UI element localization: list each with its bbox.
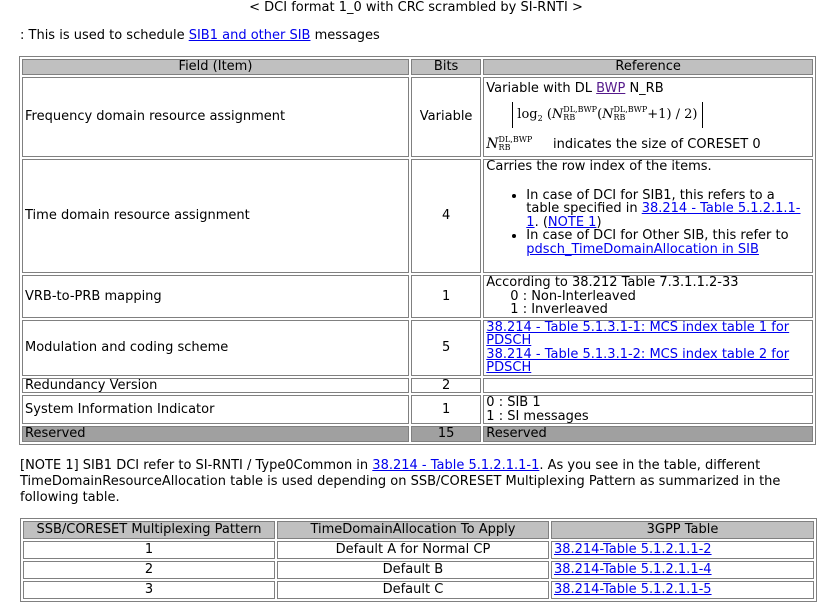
formula-log-base: 2 bbox=[537, 113, 543, 123]
3gpp-table-link[interactable]: 38.214-Table 5.1.2.1.1-2 bbox=[553, 542, 712, 558]
note1-link[interactable]: NOTE 1 bbox=[547, 214, 597, 230]
table-row bbox=[23, 561, 814, 579]
reference-cell bbox=[483, 320, 813, 376]
pattern-cell: 2 bbox=[23, 561, 275, 579]
3gpp-table-link[interactable]: 38.214-Table 5.1.2.1.1-5 bbox=[553, 582, 712, 598]
formula-n: N bbox=[551, 106, 564, 122]
table-row-sii bbox=[22, 395, 813, 424]
bits-cell: 2 bbox=[411, 378, 481, 394]
reference-cell bbox=[483, 275, 813, 318]
table-row-vrb bbox=[22, 275, 813, 318]
ref-line: 0 : SIB 1 bbox=[486, 395, 541, 410]
ref-intro: Carries the row index of the items. bbox=[486, 159, 712, 174]
ceil-bracket: $\log_2 (NDL,BWP$ RB (NDL,BWP RB +1) / 2) bbox=[512, 102, 702, 128]
ref-text: Variable with DL bbox=[486, 81, 597, 97]
header-field: Field (Item) bbox=[22, 59, 409, 75]
field-cell: VRB-to-PRB mapping bbox=[22, 275, 409, 318]
header-reference: Reference bbox=[483, 59, 813, 75]
table-row-mcs bbox=[22, 320, 813, 376]
note-suffix: . As you see in the table, different TimeDomainResourceAllocation table is used depending on SSB/CORESET Multiplexing Pattern as summarized in the following table. bbox=[20, 458, 781, 505]
header-row bbox=[23, 521, 814, 539]
alloc-cell: Default B bbox=[277, 561, 549, 579]
table-row-reserved bbox=[22, 426, 813, 442]
3gpp-table-link[interactable]: 38.214-Table 5.1.2.1.1-4 bbox=[553, 562, 712, 578]
nrb-sup: DL,BWP bbox=[498, 134, 533, 144]
ref-line: 0 : Non-Interleaved bbox=[510, 288, 636, 304]
reference-cell bbox=[483, 395, 813, 424]
table-row-rv bbox=[22, 378, 813, 394]
nrb-symbol: N bbox=[486, 135, 499, 152]
mcs-table1-link[interactable]: 38.214 - Table 5.1.3.1-1: MCS index table 1 for PDSCH bbox=[486, 319, 790, 348]
ref-text: N_RB bbox=[625, 81, 664, 97]
time-bullets bbox=[486, 189, 810, 257]
field-cell: System Information Indicator bbox=[22, 395, 409, 424]
mcs-table2-link[interactable]: 38.214 - Table 5.1.3.1-2: MCS index table 2 for PDSCH bbox=[486, 346, 790, 375]
table-5-1-2-1-1-1-link[interactable]: 38.214 - Table 5.1.2.1.1-1 bbox=[526, 201, 801, 230]
table-cell bbox=[551, 561, 814, 579]
riv-formula bbox=[486, 96, 810, 134]
formula-tail: +1) / 2) bbox=[647, 106, 698, 122]
page-title: < DCI format 1_0 with CRC scrambled by SI-RNTI > bbox=[249, 0, 583, 15]
note-prefix: [NOTE 1] SIB1 DCI refer to SI-RNTI / Type0Common in bbox=[20, 458, 373, 473]
dci-format-table bbox=[19, 56, 816, 445]
formula-n: N bbox=[602, 106, 614, 122]
bits-cell: Variable bbox=[411, 77, 481, 157]
ref-line: 1 : SI messages bbox=[486, 408, 589, 424]
bits-cell: 1 bbox=[411, 275, 481, 318]
ref-line: According to 38.212 Table 7.3.1.1.2-33 bbox=[486, 275, 739, 290]
formula-log: log bbox=[517, 106, 538, 122]
formula-sup: DL,BWP bbox=[613, 104, 648, 114]
intro-prefix: : This is used to schedule bbox=[20, 28, 189, 43]
header-row bbox=[22, 59, 813, 75]
pattern-cell: 3 bbox=[23, 581, 275, 599]
field-cell: Redundancy Version bbox=[22, 378, 409, 394]
bullet-text: In case of DCI for Other SIB, this refer to bbox=[526, 228, 789, 243]
reference-cell bbox=[483, 378, 813, 394]
bullet-text: . ( bbox=[534, 214, 548, 230]
header-3gpp: 3GPP Table bbox=[551, 521, 814, 539]
reference-cell bbox=[483, 159, 813, 273]
field-cell: Modulation and coding scheme bbox=[22, 320, 409, 376]
bits-cell: 15 bbox=[411, 426, 481, 442]
bullet-text: In case of DCI for SIB1, this refers to a table specified in bbox=[526, 187, 775, 216]
intro-paragraph bbox=[20, 28, 380, 44]
table-row-frequency bbox=[22, 77, 813, 157]
list-item bbox=[526, 189, 810, 230]
pattern-cell: 1 bbox=[23, 541, 275, 559]
multiplexing-table bbox=[20, 518, 817, 602]
alloc-cell: Default A for Normal CP bbox=[277, 541, 549, 559]
table-row-time bbox=[22, 159, 813, 273]
note-paragraph bbox=[20, 458, 815, 506]
formula-sup: DL,BWP bbox=[563, 104, 598, 114]
formula-sub: RB bbox=[613, 112, 626, 122]
bits-cell: 1 bbox=[411, 395, 481, 424]
table-row bbox=[23, 541, 814, 559]
header-pattern: SSB/CORESET Multiplexing Pattern bbox=[23, 521, 275, 539]
table-row bbox=[23, 581, 814, 599]
reference-cell: Reserved bbox=[483, 426, 813, 442]
formula-sub: RB bbox=[563, 112, 576, 122]
alloc-cell: Default C bbox=[277, 581, 549, 599]
table-cell bbox=[551, 541, 814, 559]
field-cell: Frequency domain resource assignment bbox=[22, 77, 409, 157]
nrb-sub: RB bbox=[498, 142, 511, 152]
sib-link[interactable]: SIB1 and other SIB bbox=[188, 28, 311, 43]
reference-cell bbox=[483, 77, 813, 157]
list-item bbox=[526, 229, 810, 256]
note-table-link[interactable]: 38.214 - Table 5.1.2.1.1-1 bbox=[372, 458, 540, 473]
intro-suffix: messages bbox=[310, 28, 380, 43]
bwp-link[interactable]: BWP bbox=[596, 81, 626, 97]
nrb-description: indicates the size of CORESET 0 bbox=[552, 136, 761, 152]
header-alloc: TimeDomainAllocation To Apply bbox=[277, 521, 549, 539]
header-bits: Bits bbox=[411, 59, 481, 75]
bits-cell: 4 bbox=[411, 159, 481, 273]
bits-cell: 5 bbox=[411, 320, 481, 376]
ref-line: 1 : Inverleaved bbox=[510, 302, 608, 317]
field-cell: Time domain resource assignment bbox=[22, 159, 409, 273]
table-cell bbox=[551, 581, 814, 599]
bullet-text: ) bbox=[596, 214, 602, 230]
pdsch-tda-link[interactable]: pdsch_TimeDomainAllocation in SIB bbox=[526, 241, 759, 257]
field-cell: Reserved bbox=[22, 426, 409, 442]
